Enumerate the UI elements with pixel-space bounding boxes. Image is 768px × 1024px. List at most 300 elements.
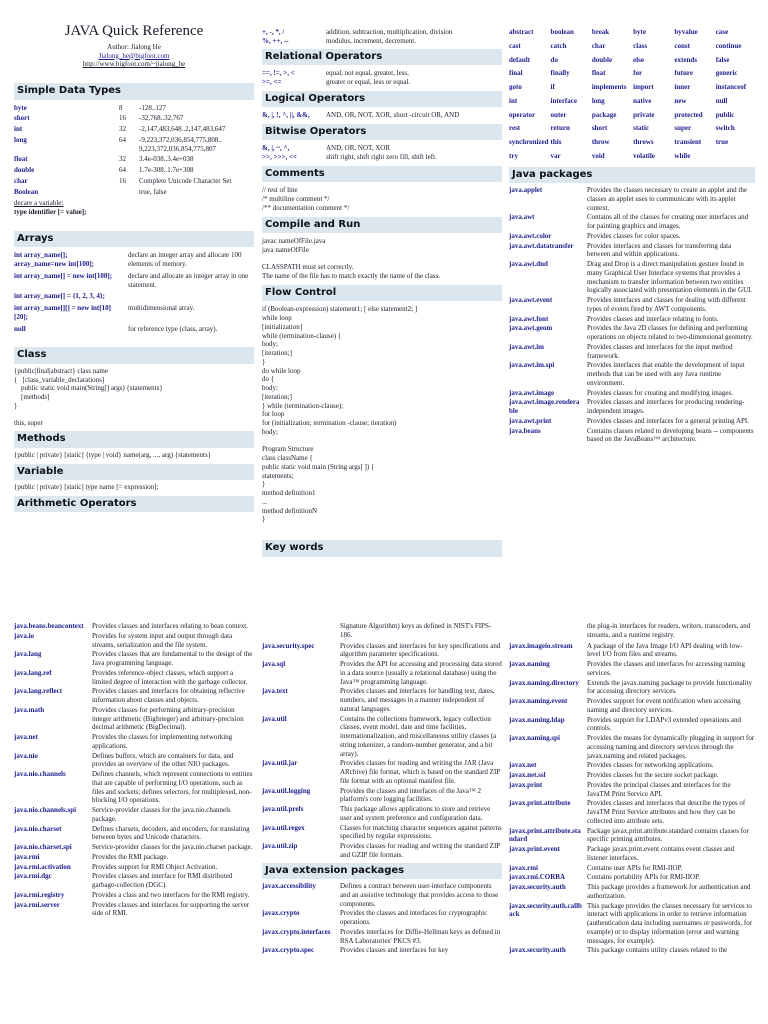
package-desc: Provides classes and interfaces for handling text, dates, numbers, and messages in a manner independent of natural languages. xyxy=(340,687,495,713)
package-row xyxy=(509,864,755,873)
package-row xyxy=(14,622,254,631)
relational-op-symbols: ==, !=, >, < >=, <= xyxy=(262,69,295,86)
keyword: public xyxy=(715,110,735,119)
package-row xyxy=(509,324,755,342)
keyword: private xyxy=(633,110,655,119)
package-row xyxy=(509,827,755,845)
simple-types-heading: Simple Data Types xyxy=(14,83,254,100)
package-desc: Provides the classes and interfaces for accessing naming services. xyxy=(587,660,746,677)
package-name: java.awt.im.spi xyxy=(509,361,555,370)
arrays-heading: Arrays xyxy=(14,231,254,248)
package-name: javax.print.attribute xyxy=(509,799,571,808)
continued-text: Signature Algorithm) keys as defined in NIST's FIPS-186. xyxy=(340,622,492,639)
package-row xyxy=(509,781,755,799)
keyword: short xyxy=(591,124,608,133)
simple-types-table xyxy=(14,104,254,197)
compile-body: javac nameOfFile.java java nameOfFile CLASSPATH must set correctly. The name of the file has to match exactly the name of the class. xyxy=(262,237,441,280)
package-name: java.rmi.activation xyxy=(14,862,71,871)
comments-body: // rest of line /* multiline comment */ /** documentation comment */ xyxy=(262,186,350,212)
keyword: byvalue xyxy=(674,28,698,36)
this-super: this, super xyxy=(14,418,43,427)
data-type-range: true, false xyxy=(139,187,167,196)
keyword: new xyxy=(674,96,687,105)
data-type-name: char xyxy=(14,176,28,185)
keyword: package xyxy=(591,110,617,119)
package-desc: A package of the Java Image I/O API dealing with low-level I/O from files and streams. xyxy=(587,641,743,659)
package-row xyxy=(14,669,254,687)
package-desc: Provides support for RMI Object Activation. xyxy=(92,862,218,871)
package-desc: Contains the collections framework, legacy collection classes, event model, date and time facilities, internationalization, and miscellaneous utility classes (a string tokenizer, a random-number generator, and a bit array). xyxy=(340,714,497,758)
keyword: catch xyxy=(550,41,567,50)
keyword: native xyxy=(633,96,652,105)
bitwise-op-desc: AND, OR, NOT, XOR shift right, shift right zero fill, shift left. xyxy=(326,144,437,161)
data-type-name: int xyxy=(14,125,23,133)
keyword: protected xyxy=(674,110,703,119)
package-name: java.rmi.dgc xyxy=(14,872,52,881)
package-name: java.io xyxy=(14,631,35,640)
array-desc: declare an integer array and allocate 100 elements of memory. xyxy=(128,251,242,268)
package-desc: Provides the RMI package. xyxy=(92,852,169,861)
package-name: java.text xyxy=(262,687,288,696)
keyword: inner xyxy=(674,83,691,91)
keyword: import xyxy=(633,83,654,91)
class-heading: Class xyxy=(14,347,254,364)
package-row xyxy=(509,232,755,241)
package-row xyxy=(262,882,502,908)
data-type-bits: 32 xyxy=(119,125,126,133)
package-row xyxy=(14,733,254,751)
package-desc: This package allows applications to store and retrieve user and system preference and configuration data. xyxy=(340,805,491,822)
package-row xyxy=(509,361,755,387)
package-name: java.awt.font xyxy=(509,314,549,323)
arrays-table xyxy=(14,251,254,333)
data-type-name: Boolean xyxy=(14,187,39,196)
package-name: java.rmi.server xyxy=(14,900,60,909)
package-desc: Provides classes and interfaces relating to bean context. xyxy=(92,622,248,630)
package-name: java.nio.charset xyxy=(14,824,62,833)
package-desc: This package provides a framework for authentication and authorization. xyxy=(587,883,751,900)
package-row xyxy=(14,632,254,650)
package-row xyxy=(509,260,755,295)
package-name: java.lang.reflect xyxy=(14,687,63,696)
package-desc: Provides classes and interfaces for key specifications and algorithm parameter specifications. xyxy=(340,641,501,659)
data-type-range: -2,147,483,648..2,147,483,647 xyxy=(139,125,226,133)
package-desc: Defines buffers, which are containers for data, and provides an overview of the other NIO packages. xyxy=(92,751,234,769)
keyword: void xyxy=(591,151,605,160)
package-name: java.nio.channels.spi xyxy=(14,806,77,814)
package-desc: Provides the API for accessing and processing data stored in a data source (usually a relational database) using the Java™ programming language. xyxy=(340,660,502,686)
arithmetic-heading: Arithmetic Operators xyxy=(14,496,254,513)
bitwise-heading: Bitwise Operators xyxy=(262,124,502,141)
package-row xyxy=(262,759,502,785)
package-name: java.awt.image.renderable xyxy=(509,398,580,415)
package-row xyxy=(509,642,755,660)
package-row xyxy=(509,873,755,882)
package-row xyxy=(262,928,502,946)
author: Author: Jialong He xyxy=(107,42,161,51)
data-type-name: float xyxy=(14,155,28,164)
keyword: future xyxy=(674,69,693,78)
package-desc: Provides classes and interface relating to fonts. xyxy=(587,314,719,323)
package-name: java.beans.beancontext xyxy=(14,622,84,630)
logical-heading: Logical Operators xyxy=(262,91,502,108)
package-desc: Provides interfaces for Diffie-Hellman keys as defined in RSA Laboratories' PKCS #3. xyxy=(340,927,501,945)
class-syntax: {public|final|abstract} class name { [class_variable_declarations] public static void main(String[] args) {statements} [methods] } xyxy=(14,366,163,410)
package-row xyxy=(509,315,755,324)
arith-op-symbols: +, -, *, / %, ++, -- xyxy=(262,28,289,45)
variable-heading: Variable xyxy=(14,464,254,481)
package-row xyxy=(509,679,755,697)
package-name: java.awt.geom xyxy=(509,324,553,333)
array-code: null xyxy=(14,324,26,333)
data-type-bits: 16 xyxy=(119,176,126,185)
keyword: if xyxy=(550,83,555,91)
package-desc: Provides interfaces that enable the development of input methods that can be used with any Java runtime environment. xyxy=(587,361,745,387)
bottom-left-column xyxy=(14,622,254,919)
continued-text-right: the plug-in interfaces for readers, writers, transcoders, and streams, and a runtime registry. xyxy=(587,622,751,639)
package-row xyxy=(262,715,502,759)
package-desc: Provides classes and interfaces for supporting the server side of RMI. xyxy=(92,900,250,918)
package-row xyxy=(509,296,755,314)
author-email[interactable]: Jialong_he@bigfoot.com xyxy=(98,51,170,60)
package-row xyxy=(509,213,755,231)
package-desc: Defines charsets, decoders, and encoders, for translating between bytes and Unicode characters. xyxy=(92,824,250,842)
keyword: throw xyxy=(591,138,610,146)
package-name: java.awt.datatransfer xyxy=(509,241,574,250)
package-desc: Provides classes and interface for RMI distributed garbage-collection (DGC). xyxy=(92,872,233,889)
bottom-middle-column xyxy=(262,622,502,956)
package-desc: Provides classes for color spaces. xyxy=(587,231,681,240)
package-name: java.nio xyxy=(14,751,38,760)
package-name: java.math xyxy=(14,705,45,714)
keyword: abstract xyxy=(509,28,534,36)
data-type-bits: 16 xyxy=(119,114,126,123)
array-code: int array_name[]; array_name=new int[100]; xyxy=(14,251,95,268)
bitwise-ops xyxy=(262,144,502,162)
package-row xyxy=(262,805,502,823)
package-desc: Drag and Drop is a direct manipulation gesture found in many Graphical User Interface systems that provides a mechanism to transfer information between two entities logically associated with presentation elements in the GUI. xyxy=(587,260,753,295)
keyword: char xyxy=(591,41,606,50)
package-desc: Provides support for event notification when accessing naming and directory services. xyxy=(587,697,741,714)
keyword: continue xyxy=(715,41,742,50)
package-desc: Defines channels, which represent connections to entities that are capable of performing I/O operations, such as files and sockets; defines selectors, for multiplexed, non-blocking I/O operations. xyxy=(92,770,253,805)
keyword: finally xyxy=(550,69,570,78)
middle-column xyxy=(262,28,502,557)
keyword: true xyxy=(715,138,729,146)
package-row xyxy=(509,398,755,416)
package-desc: Provides for system input and output through data streams, serialization and the file system. xyxy=(92,631,233,649)
keyword: goto xyxy=(509,83,522,91)
package-name: javax.security.auth xyxy=(509,883,566,891)
package-desc: Contains classes related to developing beans -- components based on the JavaBeans™ architecture. xyxy=(587,426,754,444)
keyword: var xyxy=(550,151,561,160)
variable-syntax: {public | private} [static] type name [= expression]; xyxy=(14,483,159,491)
array-code: int array_name[][] = new int[10][20]; xyxy=(14,304,111,321)
keyword: for xyxy=(633,69,643,78)
package-desc: Provides reference-object classes, which support a limited degree of interaction with the garbage collector. xyxy=(92,668,248,686)
package-name: javax.security.auth xyxy=(509,946,566,955)
arith-ops xyxy=(262,28,502,46)
keyword: long xyxy=(591,96,605,105)
extension-packages-heading: Java extension packages xyxy=(262,863,502,880)
package-row xyxy=(509,771,755,780)
package-name: java.lang xyxy=(14,650,42,659)
package-name: java.util.zip xyxy=(262,842,298,850)
package-row xyxy=(14,863,254,872)
package-row xyxy=(14,901,254,919)
package-desc: Provides classes and interfaces that describe the types of JavaTM Print Service attributes and how they can be collected into attribute sets. xyxy=(587,799,746,825)
data-type-range: -9,223,372,036,854,775,808.. 9,223,372,036,854,775,807 xyxy=(139,135,222,153)
package-desc: Provides classes and interfaces for key xyxy=(340,946,449,955)
package-desc: Provides classes and interfaces for a general printing API. xyxy=(587,416,749,425)
package-desc: Package javax.print.attribute.standard contains classes for specific printing attributes. xyxy=(587,826,749,844)
right-column xyxy=(509,28,755,445)
array-desc xyxy=(128,292,254,301)
package-desc: Provides classes and interfaces for obtaining reflective information about classes and objects. xyxy=(92,687,245,704)
bitwise-op-symbols: &, |, ~, ^, >>, >>>, << xyxy=(262,144,297,161)
package-row xyxy=(262,946,502,955)
keyword: throws xyxy=(633,138,654,146)
data-type-range: Complete Unicode Character Set xyxy=(139,176,232,185)
package-desc: Defines a contract between user-interface components and an assistive technology that provides access to those components. xyxy=(340,882,499,908)
package-desc: Contains portability APIs for RMI-IIOP. xyxy=(587,873,700,882)
package-desc: Extends the javax.naming package to provide functionality for accessing directory services. xyxy=(587,678,753,696)
package-name: java.security.spec xyxy=(262,641,315,650)
package-name: java.rmi.registry xyxy=(14,890,65,899)
keyword: this xyxy=(550,138,562,146)
relational-ops xyxy=(262,69,502,87)
package-row xyxy=(509,902,755,946)
data-type-name: double xyxy=(14,166,35,174)
comments-heading: Comments xyxy=(262,166,502,183)
package-row xyxy=(14,825,254,843)
package-name: java.awt.dnd xyxy=(509,260,548,268)
keyword: synchronized xyxy=(509,138,549,146)
data-type-name: long xyxy=(14,135,27,144)
package-name: javax.naming.spi xyxy=(509,734,560,742)
package-name: javax.print.event xyxy=(509,845,560,853)
package-desc: Provides classes for networking applications. xyxy=(587,761,714,770)
package-row xyxy=(262,642,502,660)
package-name: javax.net.ssl xyxy=(509,771,546,779)
package-name: javax.crypto.spec xyxy=(262,946,315,955)
package-name: javax.naming xyxy=(509,660,550,668)
package-desc: Provides support for LDAPv3 extended operations and controls. xyxy=(587,715,741,733)
keyword: int xyxy=(509,96,518,105)
data-type-name: byte xyxy=(14,103,27,112)
array-desc: for reference type (class, array). xyxy=(128,324,218,333)
package-desc: Provides classes for the secure socket package. xyxy=(587,771,719,779)
keyword: while xyxy=(674,151,691,160)
flow-control-heading: Flow Control xyxy=(262,285,502,302)
package-name: java.util.jar xyxy=(262,759,298,768)
package-desc: Provides classes for reading and writing the JAR (Java ARchive) file format, which is based on the standard ZIP file format with an optional manifest file. xyxy=(340,759,500,785)
package-desc: Provides interfaces and classes for transferring data between and within applications. xyxy=(587,241,732,259)
array-desc: declare and allocate an integer array in one statement. xyxy=(128,271,249,289)
java-packages-heading: Java packages xyxy=(509,167,755,184)
package-name: javax.rmi.CORBA xyxy=(509,873,565,882)
package-desc: This package contains utility classes related to the xyxy=(587,946,728,955)
keyword: return xyxy=(550,124,570,133)
package-desc: Provides classes and interfaces for producing rendering-independent images. xyxy=(587,398,745,415)
relational-op-desc: equal, not equal, greater, less, greater or equal, less or equal. xyxy=(326,69,411,86)
keyword: generic xyxy=(715,69,738,78)
page-title: JAVA Quick Reference xyxy=(64,23,204,39)
package-name: java.awt.im xyxy=(509,342,544,351)
package-row xyxy=(509,389,755,398)
package-desc: Provides the classes and interfaces of the Java™ 2 platform's core logging facilities. xyxy=(340,786,481,804)
data-type-range: 3.4e-038..3.4e+038 xyxy=(139,155,194,164)
package-name: java.lang.ref xyxy=(14,668,52,677)
keyword: double xyxy=(591,55,613,64)
package-row xyxy=(509,186,755,212)
package-name: javax.crypto xyxy=(262,909,300,918)
declare-syntax: type identifier [= value]; xyxy=(14,208,87,216)
package-name: java.util.regex xyxy=(262,823,305,832)
keyword: implements xyxy=(591,83,627,91)
package-row xyxy=(262,660,502,686)
package-name: javax.accessibility xyxy=(262,882,316,890)
keyword: interface xyxy=(550,96,577,105)
keyword xyxy=(716,152,755,161)
package-row xyxy=(509,427,755,445)
keyword: super xyxy=(674,124,692,133)
package-desc: Provides classes and interfaces for the input method framework. xyxy=(587,342,733,360)
package-row xyxy=(509,660,755,678)
package-row xyxy=(14,770,254,805)
package-row xyxy=(509,799,755,825)
package-name: java.net xyxy=(14,733,38,741)
package-row xyxy=(262,787,502,805)
keyword: case xyxy=(715,28,729,36)
package-name: javax.naming.event xyxy=(509,697,568,705)
data-type-range: -128..127 xyxy=(139,103,166,112)
keyword: static xyxy=(633,124,650,133)
keyword: transient xyxy=(674,138,702,146)
package-name: java.awt.event xyxy=(509,296,553,304)
package-desc: Service-provider classes for the java.nio.charset package. xyxy=(92,843,253,851)
keyword: do xyxy=(550,55,558,64)
package-row xyxy=(509,883,755,901)
keyword: operator xyxy=(509,110,536,119)
keywords-heading: Key words xyxy=(262,540,502,557)
package-desc: Provides the classes for implementing networking applications. xyxy=(92,733,233,750)
package-row xyxy=(14,843,254,852)
package-name: javax.security.auth.callback xyxy=(509,901,582,919)
data-type-bits: 64 xyxy=(119,166,126,174)
package-name: javax.crypto.interfaces xyxy=(262,927,331,936)
keyword: false xyxy=(715,55,730,64)
package-row xyxy=(14,872,254,890)
package-desc: Classes for matching character sequences against patterns specified by regular expressions. xyxy=(340,823,502,841)
package-desc: Provides the principal classes and interfaces for the JavaTM Print Service API. xyxy=(587,780,731,798)
author-url[interactable]: http://www.bigfoot.com/~jialong_he xyxy=(82,60,186,69)
package-name: javax.imageio.stream xyxy=(509,641,573,650)
java-packages-list xyxy=(509,186,755,444)
data-type-bits: 32 xyxy=(119,155,126,164)
package-desc: Provides classes for performing arbitrary-precision integer arithmetic (BigInteger) and arbitrary-precision decimal arithmetic (BigDecimal). xyxy=(92,705,244,732)
package-name: javax.naming.directory xyxy=(509,678,579,687)
package-desc: Provides classes that are fundamental to the design of the Java programming language. xyxy=(92,650,253,667)
keyword: try xyxy=(509,151,518,160)
package-row xyxy=(262,842,502,860)
package-row xyxy=(14,752,254,770)
package-row xyxy=(14,853,254,862)
package-row xyxy=(14,687,254,705)
package-desc: Provides the Java 2D classes for defining and performing operations on objects related to two-dimensional geometry. xyxy=(587,324,753,341)
package-row xyxy=(509,716,755,734)
package-row xyxy=(14,650,254,668)
keyword: null xyxy=(715,96,728,105)
compile-heading: Compile and Run xyxy=(262,217,502,234)
array-code: int array_name[] = new int[100]; xyxy=(14,271,113,280)
package-desc: Provides interfaces and classes for dealing with different types of events fired by AWT components. xyxy=(587,296,746,313)
keyword-grid xyxy=(509,28,755,161)
package-row xyxy=(262,687,502,713)
keyword: rest xyxy=(509,124,521,133)
package-name: java.nio.channels xyxy=(14,770,66,778)
data-type-range: -32,768..32,767 xyxy=(139,114,184,123)
package-name: javax.print.attribute.standard xyxy=(509,826,581,844)
package-desc: Contains user APIs for RMI-IIOP. xyxy=(587,863,683,872)
package-name: java.awt.print xyxy=(509,416,552,425)
keyword: switch xyxy=(715,124,735,133)
keyword: byte xyxy=(633,28,646,36)
keyword: extends xyxy=(674,55,697,64)
package-row xyxy=(509,417,755,426)
keyword: break xyxy=(591,28,610,36)
data-type-bits xyxy=(119,188,139,197)
flow-control-body: if (Boolean-expression) statement1; [ else statement2; ] while loop [initialization] while (termination-clause) { body; [iteration;] } do while loop do { body; [iteration;] } while (termination-clause); for loop for (initialization; termination -clause; iteration) body; Program Structure class className { public static void main (String args[ ]) { statements; } method definition1 ... method definitionN } xyxy=(262,305,418,524)
package-desc: Service-provider classes for the java.nio.channels package. xyxy=(92,806,231,823)
package-row xyxy=(262,824,502,842)
package-name: java.awt xyxy=(509,213,535,222)
package-name: java.rmi xyxy=(14,852,40,861)
keyword: outer xyxy=(550,110,567,119)
logical-op-desc: AND, OR, NOT, XOR, short -circuit OR, AND xyxy=(326,111,460,119)
package-row xyxy=(509,761,755,770)
keyword: volatile xyxy=(633,151,655,160)
package-name: java.util.prefs xyxy=(262,805,304,813)
package-row xyxy=(509,343,755,361)
keyword: cast xyxy=(509,41,521,50)
package-row xyxy=(14,891,254,900)
bottom-right-column xyxy=(509,622,755,956)
package-row xyxy=(509,697,755,715)
package-desc: Provides the classes necessary to create an applet and the classes an applet uses to communicate with its applet context. xyxy=(587,186,747,212)
keyword: default xyxy=(509,55,530,64)
package-row xyxy=(14,806,254,824)
left-column xyxy=(14,22,254,512)
package-name: java.nio.charset.spi xyxy=(14,843,72,851)
data-type-bits: 8 xyxy=(119,103,123,112)
package-name: java.awt.color xyxy=(509,231,552,240)
package-name: java.util.logging xyxy=(262,786,311,795)
keyword: else xyxy=(633,55,645,64)
package-name: javax.rmi xyxy=(509,863,538,872)
package-desc: Provides classes for reading and writing the standard ZIP and GZIP file formats. xyxy=(340,842,500,859)
package-desc: This package provides the classes necessary for services to interact with applications in order to retrieve information (authentication data including usernames or passwords, for example) or to display information (error and warning messages, for example). xyxy=(587,901,753,945)
keyword: instanceof xyxy=(715,83,747,91)
package-name: java.awt.image xyxy=(509,388,555,397)
package-name: java.applet xyxy=(509,186,543,194)
package-desc: Contains all of the classes for creating user interfaces and for painting graphics and images. xyxy=(587,213,749,230)
package-desc: Provides classes for creating and modifying images. xyxy=(587,388,733,397)
keyword: class xyxy=(633,41,648,50)
logical-ops xyxy=(262,111,502,120)
package-name: javax.naming.ldap xyxy=(509,715,565,724)
package-desc: Provides a class and two interfaces for the RMI registry. xyxy=(92,890,250,899)
